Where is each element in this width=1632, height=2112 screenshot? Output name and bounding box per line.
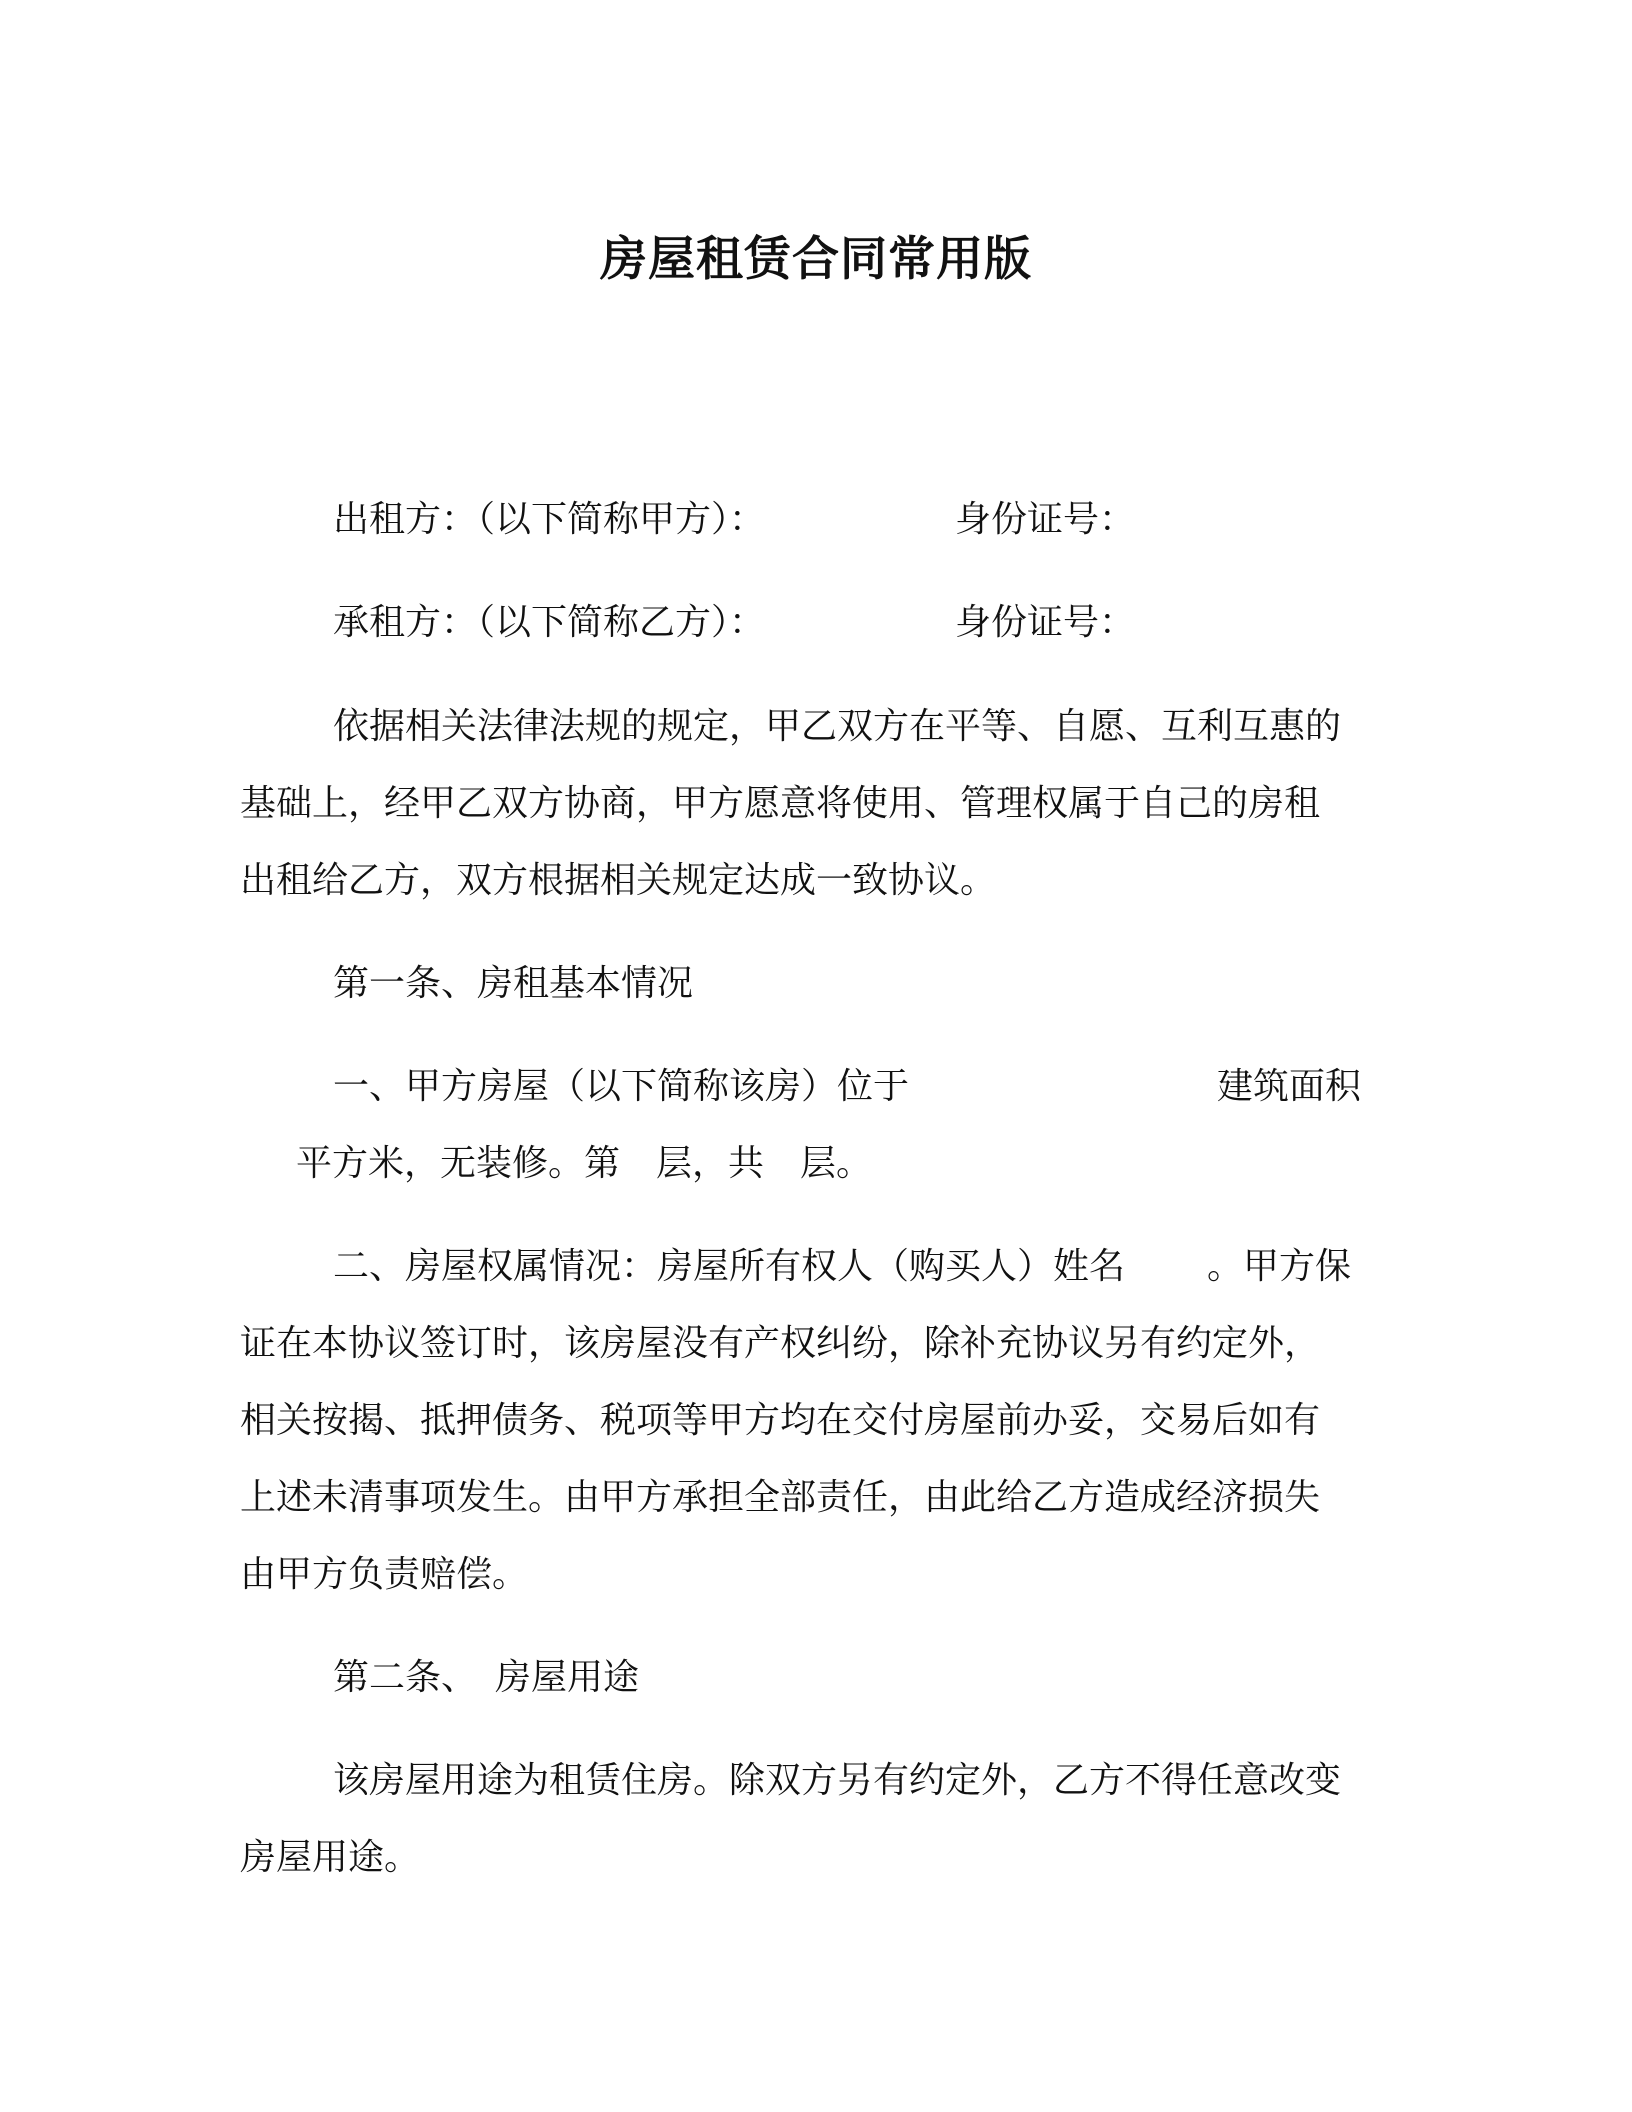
article1-item1-location: 一、甲方房屋（以下简称该房）位于 [333, 1066, 910, 1107]
article1-heading: 第一条、房租基本情况 [333, 963, 694, 1004]
article1-item2-guarantee: 。甲方保 [1207, 1246, 1352, 1287]
preamble-line-2: 基础上，经甲乙双方协商，甲方愿意将使用、管理权属于自己的房租 [240, 783, 1321, 824]
article1-item2-line-2: 相关按揭、抵押债务、税项等甲方均在交付房屋前办妥，交易后如有 [240, 1400, 1321, 1441]
article1-item2-line-1: 证在本协议签订时，该房屋没有产权纠纷，除补充协议另有约定外， [240, 1323, 1321, 1364]
lessor-label: 出租方：（以下简称甲方）： [333, 499, 766, 540]
article2-line-1: 该房屋用途为租赁住房。除双方另有约定外，乙方不得任意改变 [333, 1760, 1342, 1801]
lessor-id-label: 身份证号： [955, 499, 1136, 540]
article2-heading: 第二条、 房屋用途 [333, 1657, 640, 1698]
article1-item1-area-label: 建筑面积 [1217, 1066, 1362, 1107]
preamble-line-3: 出租给乙方，双方根据相关规定达成一致协议。 [240, 860, 997, 901]
article1-item2-owner: 二、房屋权属情况：房屋所有权人（购买人）姓名 [333, 1246, 1126, 1287]
article1-item1-floors: 平方米，无装修。第 层，共 层。 [296, 1143, 873, 1184]
lessee-label: 承租方：（以下简称乙方）： [333, 602, 766, 643]
lessee-id-label: 身份证号： [955, 602, 1136, 643]
article1-item2-line-4: 由甲方负责赔偿。 [240, 1554, 529, 1595]
preamble-line-1: 依据相关法律法规的规定，甲乙双方在平等、自愿、互利互惠的 [333, 706, 1342, 747]
article1-item2-line-3: 上述未清事项发生。由甲方承担全部责任，由此给乙方造成经济损失 [240, 1477, 1321, 1518]
article2-line-2: 房屋用途。 [240, 1837, 421, 1878]
document-title: 房屋租赁合同常用版 [600, 232, 1032, 287]
